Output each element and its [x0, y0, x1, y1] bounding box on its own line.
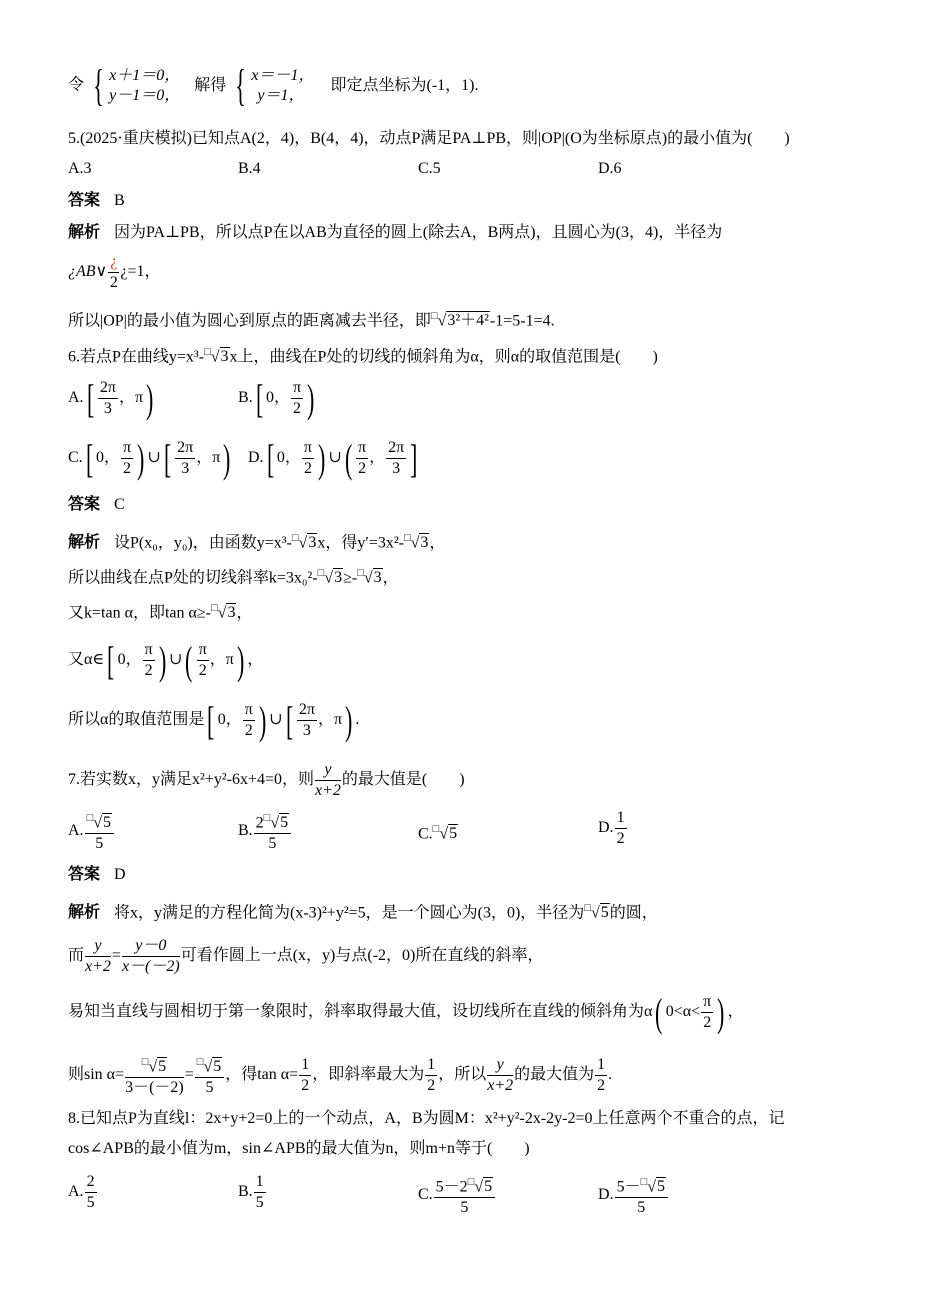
q5-analysis-1 [68, 222, 722, 244]
left-brace: { [235, 61, 247, 110]
q6-answer: 答案 C [68, 496, 125, 513]
q6-analysis-4: 又α∈[ 0， $\frac{\pi}{2}$ ) ∪( $\frac{\pi}{2}$ ，π) ， [68, 637, 264, 683]
q6-analysis-3: 又k=tan α，即tan α≥-□√3， [68, 602, 253, 622]
question-6-stem: 6.若点P在曲线y=x³-□√3x上，曲线在P处的切线的倾斜角为α，则α的取值范围是( ) [68, 346, 658, 366]
q5-option-d: D.6 [598, 160, 622, 177]
equation-system-2: x＝－1， y＝1， [251, 67, 315, 104]
q7-option-d: D. $\frac{1}{2}$ [598, 809, 625, 847]
q7-option-a: A. $\frac{^□√5}{5}$ [68, 808, 115, 854]
q6-analysis-5: 所以α的取值范围是[ 0， $\frac{\pi}{2}$ ) ∪[ $\frac{2\pi}{3}$ ，π) . [68, 697, 360, 743]
question-7-stem: 7.若实数x，y满足x²+y²-6x+4=0，则 $\frac{y}{x+2}$ 的最大值是( ) [68, 761, 465, 799]
question-5-stem: 5.(2025·重庆模拟)已知点A(2，4)，B(4，4)，动点P满足PA⊥PB，则|OP|(O为坐标原点)的最小值为( ) [68, 130, 790, 147]
answer-value: B [114, 192, 125, 209]
q7-option-b: B. $\frac{2^□√5}{5}$ [238, 808, 292, 854]
q6-option-a: A.[ $\frac{2\pi}{3}$ ，π) [68, 375, 154, 421]
q8-option-a: A. $\frac{2}{5}$ [68, 1173, 95, 1211]
q6-analysis-2: 所以曲线在点P处的切线斜率k=3x₀²-□√3≥-□√3， [68, 567, 399, 587]
left-brace: { [93, 61, 104, 110]
q5-analysis-2: ¿AB∨ $\frac{¿}{2}$ ¿=1， [68, 253, 161, 291]
question-8-stem-1: 8.已知点P为直线l：2x+y+2=0上的一个动点，A，B为圆M：x²+y²-2x-2y-2=0上任意两个不重合的点，记 [68, 1110, 785, 1127]
q8-option-d: D. $\frac{5-^□√5}{5}$ [598, 1172, 669, 1218]
text: 令 [68, 76, 85, 94]
text: 因为PA⊥PB，所以点P在以AB为直径的圆上(除去A，B两点)，且圆心为(3，4)，半径为 [114, 224, 723, 241]
q6-option-c: C.[ 0， $\frac{\pi}{2}$ ) ∪[ $\frac{2\pi}{3}$ ，π) [68, 435, 231, 481]
q7-option-c: C.□√5 [418, 823, 458, 843]
intro-line [68, 61, 479, 110]
q5-option-c: C.5 [418, 160, 441, 177]
analysis-label: 解析 [68, 224, 101, 241]
q5-option-a: A.3 [68, 160, 92, 177]
equation-system-1: x＋1＝0， y－1＝0， [109, 67, 181, 104]
q5-option-b: B.4 [238, 160, 261, 177]
sqrt: □√3²＋4² [430, 310, 489, 330]
q6-option-d: D.[ 0， $\frac{\pi}{2}$ ) ∪( $\frac{\pi}{2}$ ， $\frac{2\pi}{3}$ ] [248, 435, 418, 481]
q8-option-b: B. $\frac{1}{5}$ [238, 1173, 264, 1211]
text: 即定点坐标为(-1，1). [330, 76, 479, 94]
q5-analysis-3: 所以|OP|的最小值为圆心到原点的距离减去半径，即□√3²＋4²-1=5-1=4. [68, 305, 555, 332]
text: 解得 [194, 76, 227, 94]
q5-answer [68, 190, 125, 212]
q7-analysis-1: 解析 将x，y满足的方程化简为(x-3)²+y²=5，是一个圆心为(3，0)，半径为□√5的圆， [68, 902, 658, 922]
q7-analysis-3: 易知当直线与圆相切于第一象限时，斜率取得最大值，设切线所在直线的倾斜角为α( 0<α< $\frac{\pi}{2}$ ) ， [68, 989, 744, 1035]
q7-analysis-4: 则sin α= $\frac{^□√5}{3-(-2)}$ = $\frac{^□√5}{5}$ ，得tan α= $\frac{1}{2}$ ，即斜率最大为 $\frac{1}{2}$ ，所以 $\frac{y}{x+2}$ 的最大值为 $\frac{1}{2}$ . [68, 1052, 612, 1098]
q8-option-c: C. $\frac{5-2^□√5}{5}$ [418, 1172, 496, 1218]
q7-analysis-2: 而 $\frac{y}{x+2}$ = $\frac{y-0}{x-(-2)}$ 可看作圆上一点(x，y)与点(-2，0)所在直线的斜率， [68, 937, 544, 975]
q6-analysis-1: 解析 设P(x₀，y₀)，由函数y=x³-□√3x，得y′=3x²-□√3， [68, 532, 446, 552]
question-8-stem-2: cos∠APB的最小值为m，sin∠APB的最大值为n，则m+n等于( ) [68, 1140, 530, 1157]
answer-label: 答案 [68, 192, 101, 209]
q7-answer: 答案 D [68, 866, 126, 883]
fraction: $\frac{¿}{2}$ [109, 253, 118, 291]
q6-option-b: B.[ 0， $\frac{\pi}{2}$ ) [238, 375, 315, 421]
